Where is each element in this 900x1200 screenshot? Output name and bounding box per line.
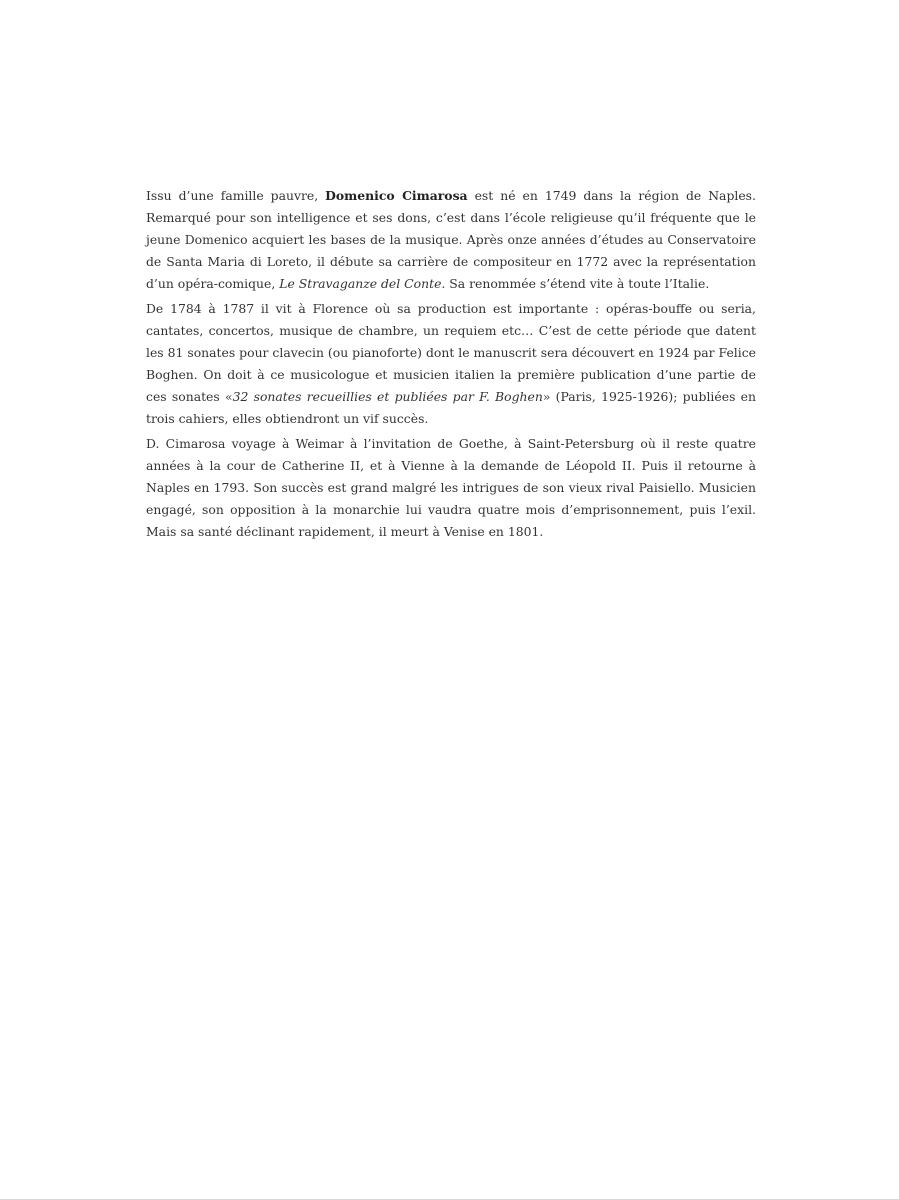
text-run: . Sa renommée s’étend vite à toute l’Italie. [441, 276, 710, 291]
publication-title: 32 sonates recueillies et publiées par F. Boghen [232, 389, 543, 404]
composer-name: Domenico Cimarosa [325, 188, 468, 203]
text-run: D. Cimarosa voyage à Weimar à l’invitation de Goethe, à Saint-Petersburg où il reste quatre années à la cour de Catherine II, et à Vienne à la demande de Léopold II. Puis il retourne à Naples en 1793. Son succès est grand malgré les intrigues de son vieux rival Paisiello. Musicien engagé, son opposition à la monarchie lui vaudra quatre mois d’emprisonnement, puis l’exil. Mais sa santé déclinant rapidement, il meurt à Venise en 1801. [146, 436, 756, 539]
paragraph-later-life [146, 433, 756, 543]
paragraph-early-life [146, 185, 756, 295]
biography-text [146, 185, 756, 546]
paragraph-florence [146, 298, 756, 430]
text-run: » (Paris, 1925-1926); publiées en trois cahiers, elles obtiendront un vif succès. [146, 389, 756, 426]
text-run: Issu d’une famille pauvre, [146, 188, 326, 203]
opera-title: Le Stravaganze del Conte [279, 276, 442, 291]
text-run: De 1784 à 1787 il vit à Florence où sa production est importante : opéras-bouffe ou seria, cantates, concertos, musique de chambre, un requiem etc… C’est de cette période que datent les 81 sonates pour clavecin (ou pianoforte) dont le manuscrit sera découvert en 1924 par Felice Boghen. On doit à ce musicologue et musicien italien la première publication d’une partie de ces sonates « [146, 301, 756, 404]
text-run: est né en 1749 dans la région de Naples. Remarqué pour son intelligence et ses dons, c’est dans l’école religieuse qu’il fréquente que le jeune Domenico acquiert les bases de la musique. Après onze années d’études au Conservatoire de Santa Maria di Loreto, il débute sa carrière de compositeur en 1772 avec la représentation d’un opéra-comique, [146, 188, 756, 291]
